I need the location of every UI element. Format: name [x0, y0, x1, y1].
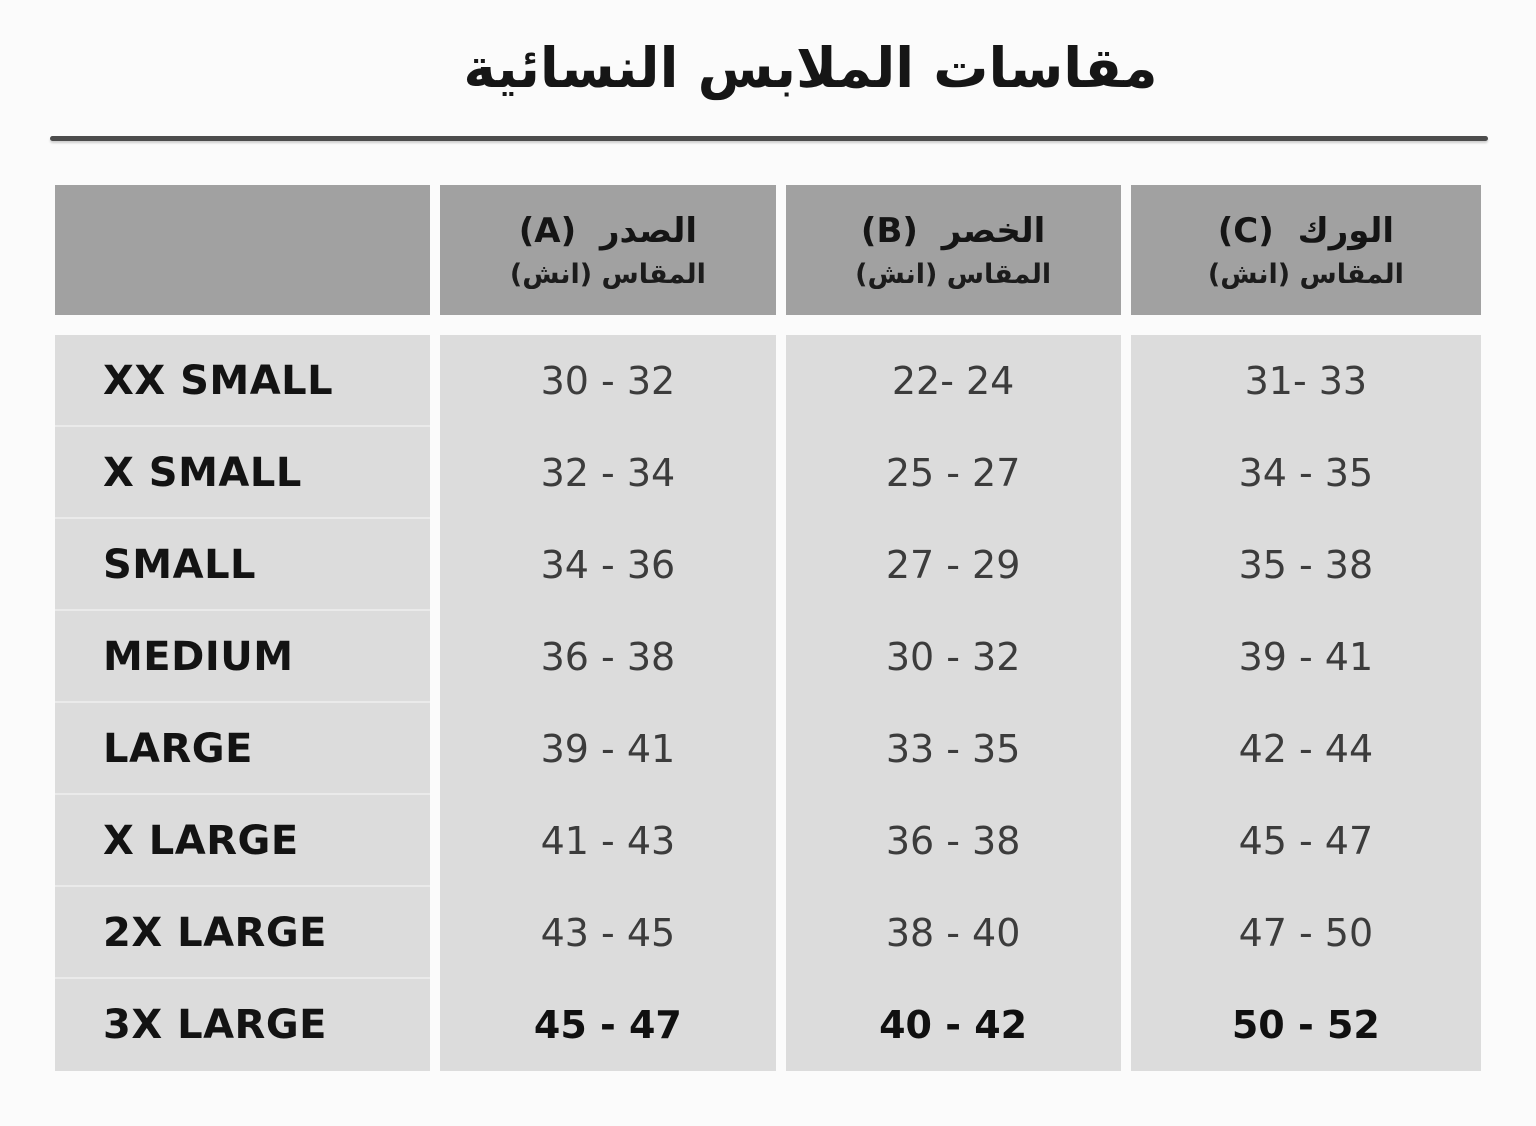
- size-label-cell: [55, 979, 430, 1071]
- waist-value-cell: 22- 24: [786, 335, 1121, 427]
- size-label-cell: [55, 795, 430, 887]
- hip-value-cell: 39 - 41: [1131, 611, 1481, 703]
- header-cell-waist: [786, 185, 1121, 315]
- size-label: X SMALL: [103, 450, 302, 496]
- table-body: [55, 335, 1481, 1071]
- size-label-cell: [55, 335, 430, 427]
- header-waist-subtitle: المقاس (انش): [855, 258, 1052, 290]
- header-chest-title: الصدر (A): [518, 210, 698, 251]
- size-label-cell: [55, 703, 430, 795]
- chest-value-cell: 32 - 34: [440, 427, 775, 519]
- hip-value-cell: 35 - 38: [1131, 519, 1481, 611]
- header-chest-subtitle: المقاس (انش): [509, 258, 706, 290]
- size-label-cell: [55, 887, 430, 979]
- header-hip-title: الورك (C): [1217, 210, 1395, 251]
- size-label: LARGE: [103, 726, 253, 772]
- size-label-cell: [55, 427, 430, 519]
- waist-value-cell: 36 - 38: [786, 795, 1121, 887]
- page-title: مقاسات الملابس النسائية: [463, 36, 1158, 100]
- header-hip-subtitle: المقاس (انش): [1207, 258, 1404, 290]
- size-label: 3X LARGE: [103, 1002, 327, 1048]
- size-label: SMALL: [103, 542, 257, 588]
- header-waist-title: الخصر (B): [860, 210, 1046, 251]
- hip-value-cell: 42 - 44: [1131, 703, 1481, 795]
- waist-value-cell: 40 - 42: [786, 979, 1121, 1071]
- chest-value-cell: 30 - 32: [440, 335, 775, 427]
- chest-value-cell: 41 - 43: [440, 795, 775, 887]
- waist-value-cell: 33 - 35: [786, 703, 1121, 795]
- table-header-row: [55, 185, 1481, 315]
- hip-value-cell: 47 - 50: [1131, 887, 1481, 979]
- header-cell-size-blank: [55, 185, 430, 315]
- size-label-cell: [55, 519, 430, 611]
- hip-value-cell: 34 - 35: [1131, 427, 1481, 519]
- header-cell-hip: [1131, 185, 1481, 315]
- hip-value-cell: 50 - 52: [1131, 979, 1481, 1071]
- hip-value-cell: 45 - 47: [1131, 795, 1481, 887]
- size-label: 2X LARGE: [103, 910, 327, 956]
- waist-value-cell: 30 - 32: [786, 611, 1121, 703]
- header-cell-chest: [440, 185, 775, 315]
- size-label-cell: [55, 611, 430, 703]
- size-chart-page: [0, 28, 1536, 1071]
- chest-value-cell: 36 - 38: [440, 611, 775, 703]
- waist-value-cell: 27 - 29: [786, 519, 1121, 611]
- chest-value-cell: 43 - 45: [440, 887, 775, 979]
- title-divider-line: [50, 136, 1488, 141]
- chest-value-cell: 34 - 36: [440, 519, 775, 611]
- size-label: XX SMALL: [103, 358, 334, 404]
- size-label: X LARGE: [103, 818, 299, 864]
- chest-value-cell: 45 - 47: [440, 979, 775, 1071]
- waist-value-cell: 38 - 40: [786, 887, 1121, 979]
- size-label: MEDIUM: [103, 634, 294, 680]
- chest-value-cell: 39 - 41: [440, 703, 775, 795]
- waist-value-cell: 25 - 27: [786, 427, 1121, 519]
- hip-value-cell: 31- 33: [1131, 335, 1481, 427]
- size-table: [55, 185, 1481, 1071]
